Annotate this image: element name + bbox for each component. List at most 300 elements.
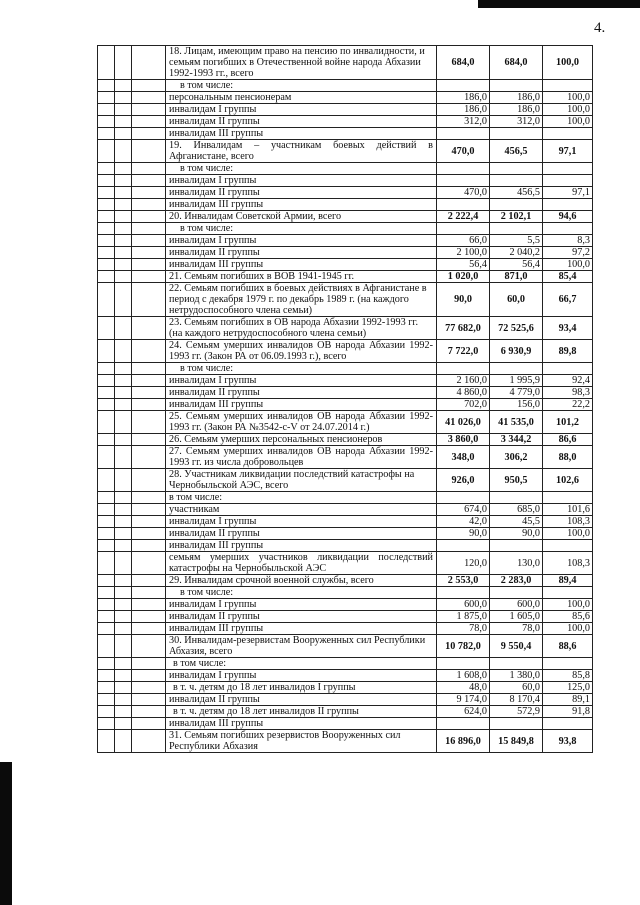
table-row [98, 552, 593, 575]
table-row [98, 446, 593, 469]
blank-cell [98, 623, 115, 635]
value-cell-v1: 10 782,0 [437, 635, 490, 658]
value-cell-v2: 572,9 [490, 706, 543, 718]
blank-cell [115, 104, 132, 116]
row-label: в том числе: [166, 223, 437, 235]
blank-cell [98, 187, 115, 199]
value-cell-v3 [543, 175, 593, 187]
row-label: 21. Семьям погибших в ВОВ 1941-1945 гг. [166, 271, 437, 283]
blank-cell [98, 175, 115, 187]
row-label: инвалидам I группы [166, 175, 437, 187]
blank-cell [98, 682, 115, 694]
value-cell-v2: 6 930,9 [490, 340, 543, 363]
blank-cell [115, 469, 132, 492]
value-cell-v3 [543, 492, 593, 504]
blank-cell [98, 283, 115, 317]
blank-cell [132, 340, 166, 363]
blank-cell [98, 611, 115, 623]
value-cell-v3: 93,8 [543, 730, 593, 753]
value-cell-v1: 2 553,0 [437, 575, 490, 587]
value-cell-v2: 4 779,0 [490, 387, 543, 399]
value-cell-v3: 100,0 [543, 528, 593, 540]
row-label: инвалидам III группы [166, 718, 437, 730]
row-label: в том числе: [166, 658, 437, 670]
row-label: в том числе: [166, 363, 437, 375]
value-cell-v3: 89,1 [543, 694, 593, 706]
value-cell-v2: 456,5 [490, 140, 543, 163]
value-cell-v1 [437, 658, 490, 670]
blank-cell [115, 706, 132, 718]
table-row [98, 492, 593, 504]
budget-table [97, 45, 593, 753]
value-cell-v3: 86,6 [543, 434, 593, 446]
table-row [98, 387, 593, 399]
blank-cell [98, 211, 115, 223]
value-cell-v3: 85,4 [543, 271, 593, 283]
blank-cell [132, 694, 166, 706]
value-cell-v3 [543, 223, 593, 235]
table-row [98, 259, 593, 271]
blank-cell [115, 492, 132, 504]
row-label: инвалидам I группы [166, 235, 437, 247]
blank-cell [132, 730, 166, 753]
table-row [98, 623, 593, 635]
value-cell-v2 [490, 199, 543, 211]
blank-cell [132, 446, 166, 469]
value-cell-v3: 125,0 [543, 682, 593, 694]
value-cell-v2: 2 102,1 [490, 211, 543, 223]
value-cell-v2: 186,0 [490, 104, 543, 116]
value-cell-v2: 950,5 [490, 469, 543, 492]
blank-cell [132, 670, 166, 682]
value-cell-v1: 56,4 [437, 259, 490, 271]
value-cell-v2: 15 849,8 [490, 730, 543, 753]
value-cell-v2: 1 995,9 [490, 375, 543, 387]
table-row [98, 340, 593, 363]
value-cell-v3 [543, 587, 593, 599]
value-cell-v1 [437, 363, 490, 375]
blank-cell [98, 730, 115, 753]
value-cell-v2: 9 550,4 [490, 635, 543, 658]
value-cell-v1: 9 174,0 [437, 694, 490, 706]
blank-cell [98, 116, 115, 128]
blank-cell [98, 271, 115, 283]
blank-cell [98, 658, 115, 670]
blank-cell [98, 92, 115, 104]
table-row [98, 718, 593, 730]
table-row [98, 504, 593, 516]
value-cell-v2: 3 344,2 [490, 434, 543, 446]
row-label: инвалидам III группы [166, 623, 437, 635]
blank-cell [132, 575, 166, 587]
blank-cell [132, 235, 166, 247]
value-cell-v1: 684,0 [437, 46, 490, 80]
blank-cell [132, 399, 166, 411]
value-cell-v1: 4 860,0 [437, 387, 490, 399]
row-label: в т. ч. детям до 18 лет инвалидов I группы [166, 682, 437, 694]
value-cell-v2 [490, 163, 543, 175]
value-cell-v2: 186,0 [490, 92, 543, 104]
blank-cell [115, 670, 132, 682]
blank-cell [115, 434, 132, 446]
table-row [98, 516, 593, 528]
blank-cell [132, 469, 166, 492]
value-cell-v1 [437, 587, 490, 599]
value-cell-v2: 1 605,0 [490, 611, 543, 623]
table-row [98, 528, 593, 540]
value-cell-v2 [490, 80, 543, 92]
table-row [98, 223, 593, 235]
value-cell-v2: 685,0 [490, 504, 543, 516]
row-label: семьям умерших участников ликвидации последствий катастрофы на Чернобыльской АЭС [166, 552, 437, 575]
value-cell-v1: 41 026,0 [437, 411, 490, 434]
blank-cell [115, 658, 132, 670]
row-label: инвалидам III группы [166, 399, 437, 411]
value-cell-v1 [437, 540, 490, 552]
blank-cell [115, 446, 132, 469]
value-cell-v1: 348,0 [437, 446, 490, 469]
value-cell-v1: 16 896,0 [437, 730, 490, 753]
table-row [98, 92, 593, 104]
row-label: инвалидам II группы [166, 528, 437, 540]
blank-cell [98, 528, 115, 540]
blank-cell [98, 128, 115, 140]
blank-cell [98, 706, 115, 718]
value-cell-v3 [543, 540, 593, 552]
blank-cell [98, 434, 115, 446]
blank-cell [98, 104, 115, 116]
blank-cell [115, 399, 132, 411]
value-cell-v2: 2 283,0 [490, 575, 543, 587]
blank-cell [115, 235, 132, 247]
value-cell-v1 [437, 175, 490, 187]
value-cell-v1: 186,0 [437, 92, 490, 104]
budget-table-container [97, 45, 592, 753]
blank-cell [115, 730, 132, 753]
blank-cell [115, 140, 132, 163]
blank-cell [132, 434, 166, 446]
row-label: в том числе: [166, 80, 437, 92]
row-label: инвалидам I группы [166, 104, 437, 116]
table-row [98, 363, 593, 375]
value-cell-v1: 42,0 [437, 516, 490, 528]
value-cell-v2 [490, 492, 543, 504]
blank-cell [98, 317, 115, 340]
value-cell-v2 [490, 718, 543, 730]
blank-cell [98, 504, 115, 516]
table-row [98, 434, 593, 446]
blank-cell [132, 682, 166, 694]
row-label: участникам [166, 504, 437, 516]
value-cell-v2: 1 380,0 [490, 670, 543, 682]
table-row [98, 116, 593, 128]
blank-cell [115, 504, 132, 516]
blank-cell [98, 399, 115, 411]
blank-cell [115, 128, 132, 140]
row-label: инвалидам II группы [166, 116, 437, 128]
blank-cell [115, 283, 132, 317]
row-label: 30. Инвалидам-резервистам Вооруженных сил Республики Абхазия, всего [166, 635, 437, 658]
blank-cell [98, 599, 115, 611]
blank-cell [132, 504, 166, 516]
row-label: 28. Участникам ликвидации последствий катастрофы на Чернобыльской АЭС, всего [166, 469, 437, 492]
blank-cell [132, 387, 166, 399]
row-label: 31. Семьям погибших резервистов Вооруженных сил Республики Абхазия [166, 730, 437, 753]
value-cell-v2: 156,0 [490, 399, 543, 411]
blank-cell [115, 211, 132, 223]
value-cell-v3: 100,0 [543, 623, 593, 635]
table-row [98, 235, 593, 247]
blank-cell [115, 163, 132, 175]
blank-cell [132, 706, 166, 718]
blank-cell [132, 635, 166, 658]
value-cell-v1 [437, 80, 490, 92]
value-cell-v3: 66,7 [543, 283, 593, 317]
value-cell-v2: 60,0 [490, 682, 543, 694]
table-row [98, 540, 593, 552]
blank-cell [132, 211, 166, 223]
table-row [98, 599, 593, 611]
blank-cell [115, 317, 132, 340]
value-cell-v2 [490, 175, 543, 187]
blank-cell [98, 575, 115, 587]
page-number: 4. [594, 20, 606, 36]
blank-cell [98, 587, 115, 599]
blank-cell [115, 718, 132, 730]
value-cell-v3 [543, 80, 593, 92]
table-row [98, 140, 593, 163]
blank-cell [132, 271, 166, 283]
blank-cell [98, 552, 115, 575]
blank-cell [115, 259, 132, 271]
table-row [98, 399, 593, 411]
value-cell-v3 [543, 363, 593, 375]
value-cell-v2: 2 040,2 [490, 247, 543, 259]
blank-cell [132, 46, 166, 80]
table-row [98, 317, 593, 340]
value-cell-v3: 101,2 [543, 411, 593, 434]
value-cell-v1: 78,0 [437, 623, 490, 635]
table-row [98, 163, 593, 175]
row-label: инвалидам II группы [166, 247, 437, 259]
value-cell-v1: 2 160,0 [437, 375, 490, 387]
value-cell-v3: 98,3 [543, 387, 593, 399]
blank-cell [132, 80, 166, 92]
value-cell-v1: 90,0 [437, 283, 490, 317]
value-cell-v3: 108,3 [543, 516, 593, 528]
value-cell-v2: 78,0 [490, 623, 543, 635]
blank-cell [98, 516, 115, 528]
blank-cell [98, 199, 115, 211]
blank-cell [132, 187, 166, 199]
value-cell-v3: 102,6 [543, 469, 593, 492]
blank-cell [132, 516, 166, 528]
value-cell-v3: 97,1 [543, 140, 593, 163]
value-cell-v2: 60,0 [490, 283, 543, 317]
value-cell-v1 [437, 223, 490, 235]
table-row [98, 104, 593, 116]
value-cell-v2: 312,0 [490, 116, 543, 128]
value-cell-v3: 100,0 [543, 92, 593, 104]
blank-cell [98, 446, 115, 469]
table-row [98, 635, 593, 658]
row-label: инвалидам I группы [166, 516, 437, 528]
value-cell-v2: 871,0 [490, 271, 543, 283]
value-cell-v2: 45,5 [490, 516, 543, 528]
value-cell-v3: 93,4 [543, 317, 593, 340]
value-cell-v3: 92,4 [543, 375, 593, 387]
row-label: 26. Семьям умерших персональных пенсионеров [166, 434, 437, 446]
value-cell-v2 [490, 128, 543, 140]
blank-cell [132, 283, 166, 317]
blank-cell [115, 175, 132, 187]
blank-cell [132, 599, 166, 611]
value-cell-v3: 8,3 [543, 235, 593, 247]
table-row [98, 587, 593, 599]
value-cell-v1 [437, 718, 490, 730]
value-cell-v2: 56,4 [490, 259, 543, 271]
row-label: в том числе: [166, 587, 437, 599]
value-cell-v1: 48,0 [437, 682, 490, 694]
blank-cell [115, 587, 132, 599]
row-label: 29. Инвалидам срочной военной службы, всего [166, 575, 437, 587]
blank-cell [115, 575, 132, 587]
row-label: в т. ч. детям до 18 лет инвалидов II группы [166, 706, 437, 718]
blank-cell [98, 718, 115, 730]
value-cell-v2: 8 170,4 [490, 694, 543, 706]
blank-cell [98, 670, 115, 682]
value-cell-v3: 100,0 [543, 599, 593, 611]
blank-cell [115, 623, 132, 635]
blank-cell [98, 492, 115, 504]
blank-cell [115, 694, 132, 706]
value-cell-v1: 186,0 [437, 104, 490, 116]
blank-cell [132, 611, 166, 623]
table-row [98, 247, 593, 259]
value-cell-v2 [490, 658, 543, 670]
row-label: 24. Семьям умерших инвалидов ОВ народа Абхазии 1992-1993 гг. (Закон РА от 06.09.1993 г.), всего [166, 340, 437, 363]
blank-cell [132, 104, 166, 116]
row-label: в том числе: [166, 163, 437, 175]
blank-cell [115, 387, 132, 399]
table-row [98, 187, 593, 199]
blank-cell [132, 363, 166, 375]
value-cell-v3: 108,3 [543, 552, 593, 575]
value-cell-v1: 674,0 [437, 504, 490, 516]
blank-cell [132, 259, 166, 271]
blank-cell [98, 163, 115, 175]
table-row [98, 375, 593, 387]
row-label: 23. Семьям погибших в ОВ народа Абхазии 1992-1993 гг. (на каждого нетрудоспособного члена семьи) [166, 317, 437, 340]
blank-cell [115, 223, 132, 235]
value-cell-v1: 66,0 [437, 235, 490, 247]
row-label: персональным пенсионерам [166, 92, 437, 104]
value-cell-v2 [490, 363, 543, 375]
blank-cell [98, 540, 115, 552]
table-row [98, 694, 593, 706]
value-cell-v1: 1 020,0 [437, 271, 490, 283]
value-cell-v1: 624,0 [437, 706, 490, 718]
blank-cell [132, 199, 166, 211]
blank-cell [115, 682, 132, 694]
blank-cell [115, 375, 132, 387]
blank-cell [98, 387, 115, 399]
value-cell-v1: 2 100,0 [437, 247, 490, 259]
row-label: 18. Лицам, имеющим право на пенсию по инвалидности, и семьям погибших в Отечественной войне народа Абхазии 1992-1993 гг., всего [166, 46, 437, 80]
table-row [98, 611, 593, 623]
table-row [98, 199, 593, 211]
table-row [98, 575, 593, 587]
value-cell-v1: 77 682,0 [437, 317, 490, 340]
row-label: инвалидам III группы [166, 199, 437, 211]
value-cell-v3 [543, 128, 593, 140]
row-label: в том числе: [166, 492, 437, 504]
budget-table-body [98, 46, 593, 753]
blank-cell [132, 587, 166, 599]
table-row [98, 211, 593, 223]
value-cell-v1: 312,0 [437, 116, 490, 128]
value-cell-v3 [543, 199, 593, 211]
value-cell-v2: 600,0 [490, 599, 543, 611]
blank-cell [132, 116, 166, 128]
blank-cell [98, 80, 115, 92]
blank-cell [132, 247, 166, 259]
blank-cell [115, 199, 132, 211]
value-cell-v3: 97,1 [543, 187, 593, 199]
value-cell-v1: 7 722,0 [437, 340, 490, 363]
scan-edge-top [478, 0, 640, 8]
blank-cell [98, 635, 115, 658]
blank-cell [132, 140, 166, 163]
value-cell-v2: 684,0 [490, 46, 543, 80]
blank-cell [115, 187, 132, 199]
blank-cell [98, 411, 115, 434]
row-label: инвалидам II группы [166, 387, 437, 399]
value-cell-v1: 1 608,0 [437, 670, 490, 682]
value-cell-v1: 470,0 [437, 140, 490, 163]
value-cell-v1 [437, 163, 490, 175]
value-cell-v2: 130,0 [490, 552, 543, 575]
row-label: инвалидам I группы [166, 375, 437, 387]
table-row [98, 128, 593, 140]
blank-cell [132, 492, 166, 504]
blank-cell [132, 623, 166, 635]
blank-cell [98, 140, 115, 163]
row-label: инвалидам III группы [166, 540, 437, 552]
blank-cell [132, 528, 166, 540]
value-cell-v2 [490, 540, 543, 552]
blank-cell [115, 92, 132, 104]
table-row [98, 670, 593, 682]
blank-cell [132, 163, 166, 175]
value-cell-v3: 89,4 [543, 575, 593, 587]
blank-cell [98, 375, 115, 387]
value-cell-v3: 94,6 [543, 211, 593, 223]
value-cell-v2: 41 535,0 [490, 411, 543, 434]
blank-cell [98, 469, 115, 492]
blank-cell [132, 223, 166, 235]
row-label: 19. Инвалидам – участникам боевых действий в Афганистане, всего [166, 140, 437, 163]
value-cell-v3: 88,0 [543, 446, 593, 469]
blank-cell [132, 128, 166, 140]
table-row [98, 730, 593, 753]
value-cell-v3: 100,0 [543, 46, 593, 80]
table-row [98, 271, 593, 283]
row-label: инвалидам I группы [166, 599, 437, 611]
row-label: 25. Семьям умерших инвалидов ОВ народа Абхазии 1992-1993 гг. (Закон РА №3542-с-V от 24.07.2014 г.) [166, 411, 437, 434]
blank-cell [132, 540, 166, 552]
row-label: инвалидам II группы [166, 694, 437, 706]
